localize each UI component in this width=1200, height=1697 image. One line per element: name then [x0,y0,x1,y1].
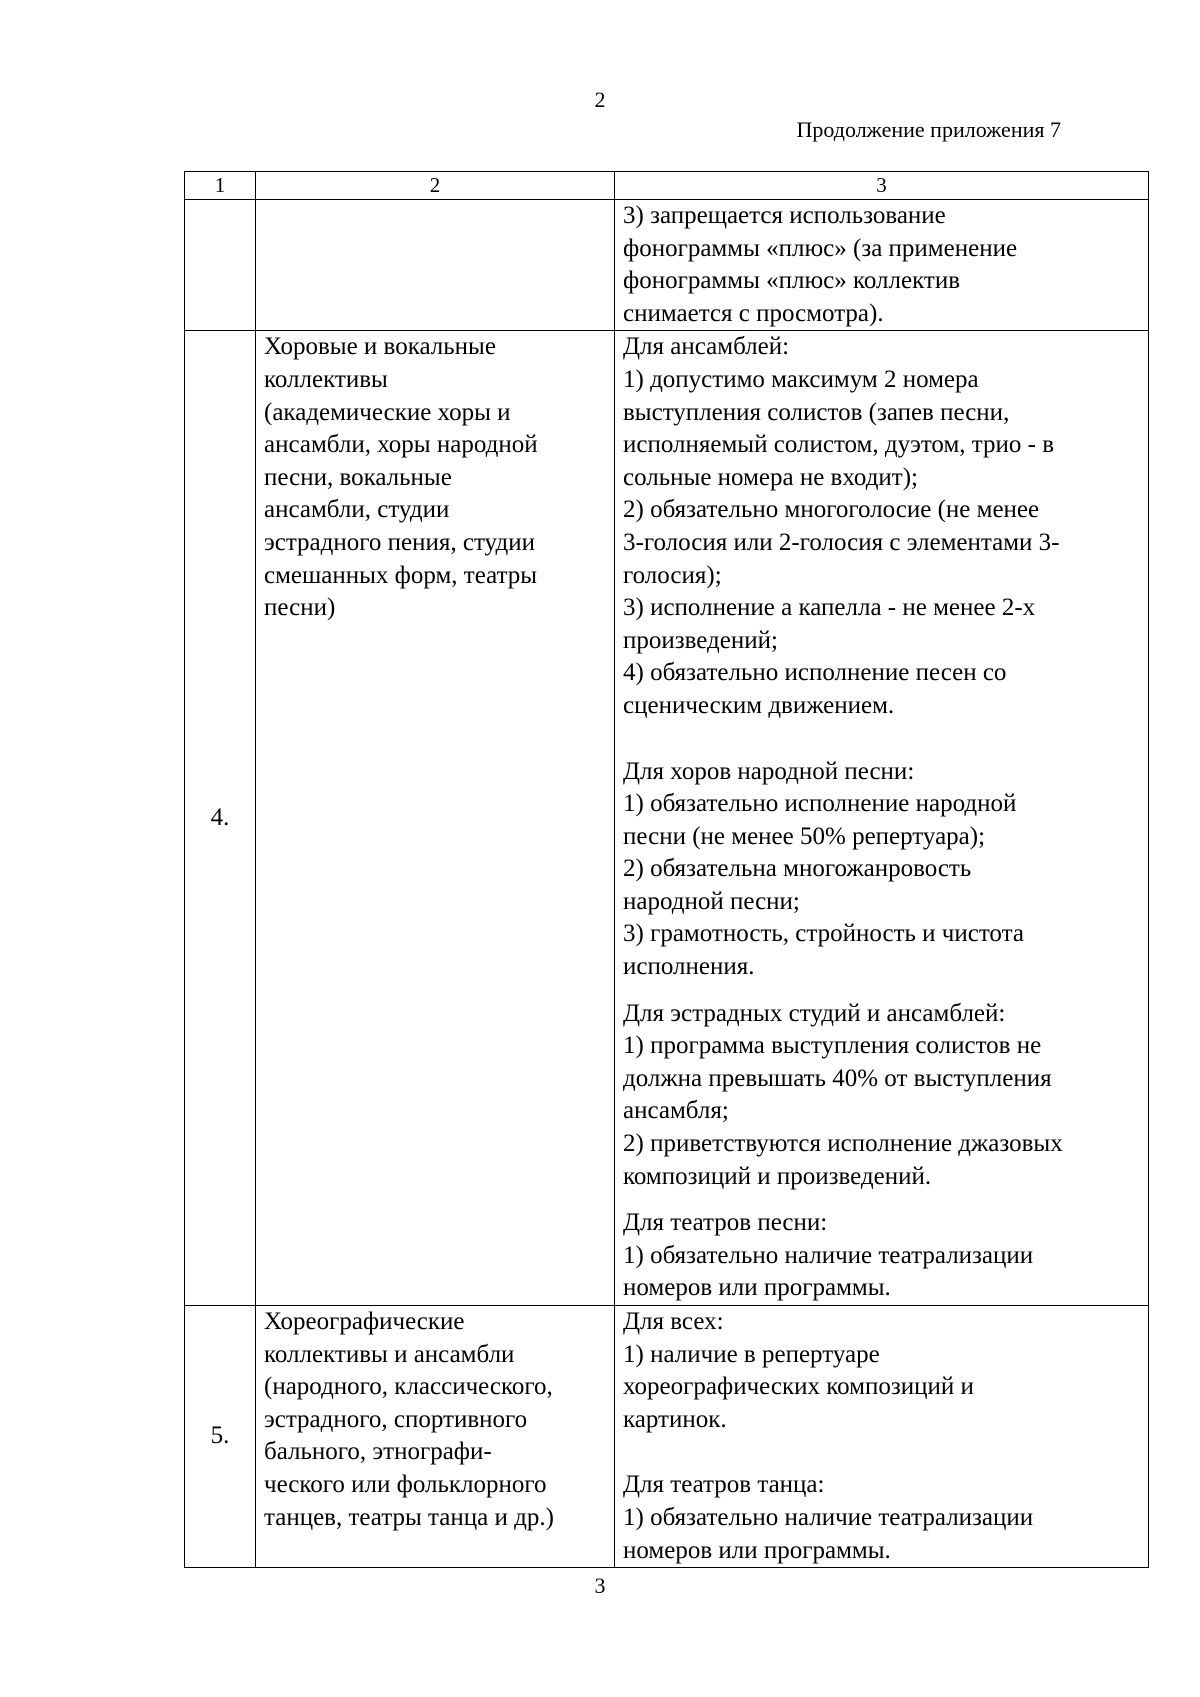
continuation-note: Продолжение приложения 7 [796,117,1061,142]
requirements-pop-studios: Для эстрадных студий и ансамблей: 1) программа выступления солистов не должна превышать 40% от выступления ансамбля; 2) приветствуются исполнение джазовых композиций и произведений. [623,999,1063,1190]
row-5-category [256,1306,615,1568]
requirements-all: Для всех: 1) наличие в репертуаре хореографических композиций и картинок. [623,1308,974,1433]
header-col-1: 1 [185,172,256,200]
row-cont-num [185,200,256,331]
row-cont-col2 [256,200,615,331]
row-cont-text: 3) запрещается использование фонограммы «плюс» (за применение фонограммы «плюс» коллектив снимается с просмотра). [623,202,1018,327]
row-4-category-text: Хоровые и вокальные коллективы (академические хоры и ансамбли, хоры народной песни, вокальные ансамбли, студии эстрадного пения, студии смешанных форм, театры песни) [264,333,538,622]
row-5-number: 5. [185,1306,256,1568]
header-col-2: 2 [256,172,615,200]
table-header-row [185,172,1149,200]
row-4-requirements [615,331,1149,1306]
row-cont-col3 [615,200,1149,331]
row-5-requirements [615,1306,1149,1568]
table-row-4 [185,331,1149,1306]
page-number-top: 2 [594,87,606,112]
requirements-dance-theatres: Для театров танца: 1) обязательно наличие театрализации номеров или программы. [623,1471,1034,1564]
table-row-5 [185,1306,1149,1568]
table-row-continuation [185,200,1149,331]
page-number-bottom: 3 [594,1573,606,1598]
row-4-category [256,331,615,1306]
requirements-ensembles: Для ансамблей: 1) допустимо максимум 2 номера выступления солистов (запев песни, исполняемый солистом, дуэтом, трио - в сольные номера не входит); 2) обязательно многоголосие (не менее 3-голосия или 2-голосия с элементами 3- голосия); 3) исполнение а капелла - не менее 2-х произведений; 4) обязательно исполнение песен со сценическим движением. [623,333,1060,719]
requirements-folk-choirs: Для хоров народной песни: 1) обязательно исполнение народной песни (не менее 50% репертуара); 2) обязательна многожанровость народной песни; 3) грамотность, стройность и чистота исполнения. [623,757,1024,981]
requirements-song-theatres: Для театров песни: 1) обязательно наличие театрализации номеров или программы. [623,1209,1034,1302]
row-4-number: 4. [185,331,256,1306]
row-5-category-text: Хореографические коллективы и ансамбли (народного, классического, эстрадного, спортивного бального, этнографи- ческого или фольклорного танцев, театры танца и др.) [264,1308,554,1531]
requirements-table [184,171,1149,1568]
header-col-3: 3 [615,172,1149,200]
